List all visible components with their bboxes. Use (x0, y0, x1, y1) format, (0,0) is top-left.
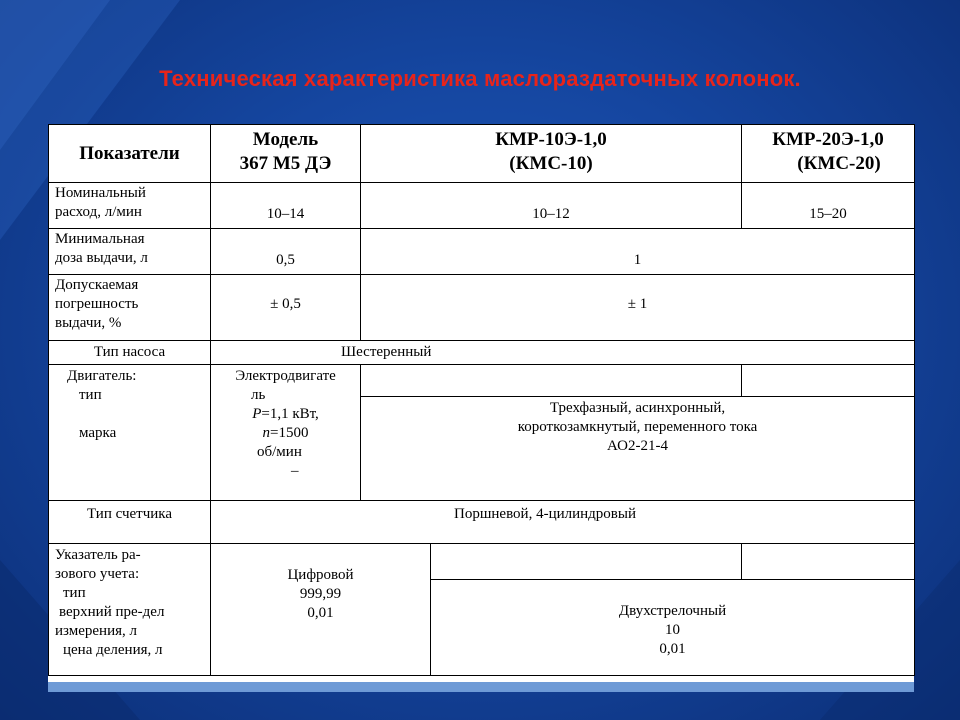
row-label-line: доза выдачи, л (55, 250, 148, 266)
row-label-line: цена деления, л (63, 642, 163, 658)
table-row (49, 229, 915, 275)
header-model-line2: 367 М5 ДЭ (239, 153, 332, 174)
header-model (211, 125, 361, 183)
row-label-text: Тип насоса (93, 344, 166, 360)
row-label-line: расход, л/мин (55, 204, 142, 220)
cell-line: 0,01 (659, 641, 686, 657)
cell-value: ± 1 (627, 296, 648, 312)
cell-value: Поршневой, 4-цилиндровый (454, 506, 636, 522)
cell-line: Трехфазный, асинхронный, (549, 400, 726, 416)
spacer (67, 405, 210, 424)
table-row (49, 501, 915, 544)
cell-engine-empty-kmr20 (742, 365, 915, 397)
cell-indicator-empty-kmr20 (742, 544, 915, 580)
slide-title: Техническая характеристика маслораздаточных колонок. (159, 66, 801, 91)
row-label-line: погрешность (55, 296, 139, 312)
row-label-text: Тип счетчика (87, 506, 172, 522)
header-kmr20 (742, 125, 915, 183)
header-kmr10-line2: (КМС-10) (509, 153, 593, 174)
row-label-line: Двигатель: (67, 368, 137, 384)
row-label-line: выдачи, % (55, 315, 122, 331)
table-row (49, 183, 915, 229)
row-label-line: тип (79, 387, 102, 403)
cell-line: P=1,1 кВт, (252, 406, 319, 422)
cell-line: об/мин (257, 444, 302, 460)
cell-engine-model (211, 365, 361, 501)
row-label-line: верхний пре-дел (59, 604, 165, 620)
row-label-counter (49, 501, 211, 544)
cell-engine-empty-kmr10 (361, 365, 742, 397)
header-kmr20-line1: КМР-20Э-1,0 (772, 129, 884, 150)
cell-line: 0,01 (307, 605, 334, 621)
cell-line: Цифровой (287, 567, 354, 583)
row-label-line: Указатель ра- (55, 547, 141, 563)
cell-min-dose-model (211, 229, 361, 275)
row-label-line: Минимальная (55, 231, 145, 247)
row-label-line: Номинальный (55, 185, 146, 201)
table-row (49, 365, 915, 397)
header-kmr10-line1: КМР-10Э-1,0 (495, 129, 607, 150)
cell-value: 1 (633, 252, 642, 268)
cell-line: Электродвигате (235, 368, 336, 384)
cell-nominal-kmr20 (742, 183, 915, 229)
cell-line: n=1500 (262, 425, 309, 441)
cell-line: ль (251, 387, 266, 403)
cell-line: короткозамкнутый, переменного тока (517, 419, 758, 435)
cell-indicator-kmr (431, 580, 915, 676)
table-row (49, 544, 915, 580)
row-label-pump (49, 341, 211, 365)
cell-engine-kmr (361, 397, 915, 501)
header-indicators-label: Показатели (79, 142, 180, 164)
row-label-line: тип (63, 585, 86, 601)
row-label-error (49, 275, 211, 341)
cell-line: 10 (665, 622, 680, 638)
header-model-line1: Модель (252, 129, 319, 150)
spec-table (48, 124, 915, 676)
cell-value: 10–12 (532, 206, 570, 222)
cell-indicator-empty-kmr10 (431, 544, 742, 580)
cell-indicator-model (211, 544, 431, 676)
cell-counter-value (211, 501, 915, 544)
table-row (49, 275, 915, 341)
row-label-min-dose (49, 229, 211, 275)
row-label-engine (49, 365, 211, 501)
header-row (49, 125, 915, 183)
row-label-line: Допускаемая (55, 277, 139, 293)
header-indicators (49, 125, 211, 183)
cell-value: 10–14 (266, 206, 305, 222)
cell-line-text: =1500 (270, 425, 309, 441)
cell-value: 0,5 (276, 252, 295, 268)
cell-error-kmr (361, 275, 915, 341)
spec-table-container (48, 124, 914, 692)
cell-line: Двухстрелочный (618, 603, 727, 619)
cell-line: 999,99 (299, 586, 342, 602)
cell-value: ± 0,5 (270, 296, 301, 312)
cell-min-dose-kmr (361, 229, 915, 275)
header-kmr20-line2: (КМС-20) (797, 153, 881, 174)
row-label-line: измерения, л (55, 623, 137, 639)
cell-nominal-kmr10 (361, 183, 742, 229)
row-label-nominal (49, 183, 211, 229)
cell-line: – (291, 463, 299, 479)
cell-nominal-model (211, 183, 361, 229)
row-label-indicator (49, 544, 211, 676)
cell-line-text: =1,1 кВт, (261, 406, 319, 422)
cell-pump-value (211, 341, 915, 365)
header-kmr10 (361, 125, 742, 183)
cell-line: АО2-21-4 (607, 438, 668, 454)
cell-error-model (211, 275, 361, 341)
cell-value: 15–20 (809, 206, 847, 222)
row-label-line: зового учета: (55, 566, 140, 582)
cell-value: Шестеренный (341, 344, 432, 360)
row-label-line: марка (79, 425, 117, 441)
table-row (49, 341, 915, 365)
